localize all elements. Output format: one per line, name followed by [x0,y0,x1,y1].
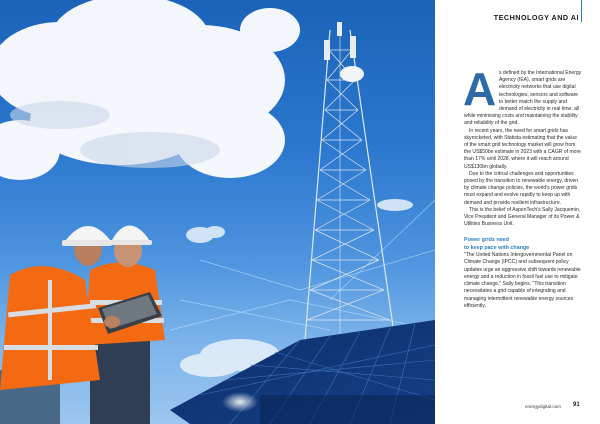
paragraph-1: s defined by the International Energy Agency (IEA), smart grids are electricity networks that use digital technologies, sensors and software to better match the supply and demand of electricity in real time, all while minimising costs and maintaining the stability and reliability of the grid. [464,70,582,127]
paragraph-3: Due to the critical challenges and opportunities posed by the transition to renewable energy, driven by climate change policies, the world's power grids must expand and evolve rapidly to keep up with demand and provide resilient infrastructure. [464,170,579,206]
article-column [435,0,600,424]
page-number: 91 [573,402,580,408]
section-accent-bar [581,0,582,22]
section-title: TECHNOLOGY AND AI [493,13,579,22]
footer-website: energydigital.com [525,404,562,409]
paragraph-5: "The United Nations Intergovernmental Panel on Climate Change (IPCC) and subsequent policy updates urge an aggressive shift towards renewable energy and a reduction in fossil fuel use to mitigate climate change," Sally begins. "This transition necessitates a grid capable of integrating and managing intermittent renewable energy sources efficiently. [464,252,581,309]
subheading [464,237,582,252]
network-light-lines [170,200,435,330]
subheading-line-2: to keep pace with change [464,244,530,251]
paragraph-2: In recent years, the need for smart grids has skyrocketed, with Statista estimating that the value of the smart grid technology market will grow from the US$50bn estimate in 2023 with a CAGR of more than 17% until 2028, where it will reach around US$130bn globally. [464,127,581,170]
article-body [464,70,582,310]
paragraph-4: This is the belief of AspenTech's Sally Jacquemin, Vice President and General Manager of its Power & Utilities Business Unit. [464,206,581,228]
subheading-line-1: Power grids need [464,237,509,244]
drop-cap: A [463,63,497,115]
